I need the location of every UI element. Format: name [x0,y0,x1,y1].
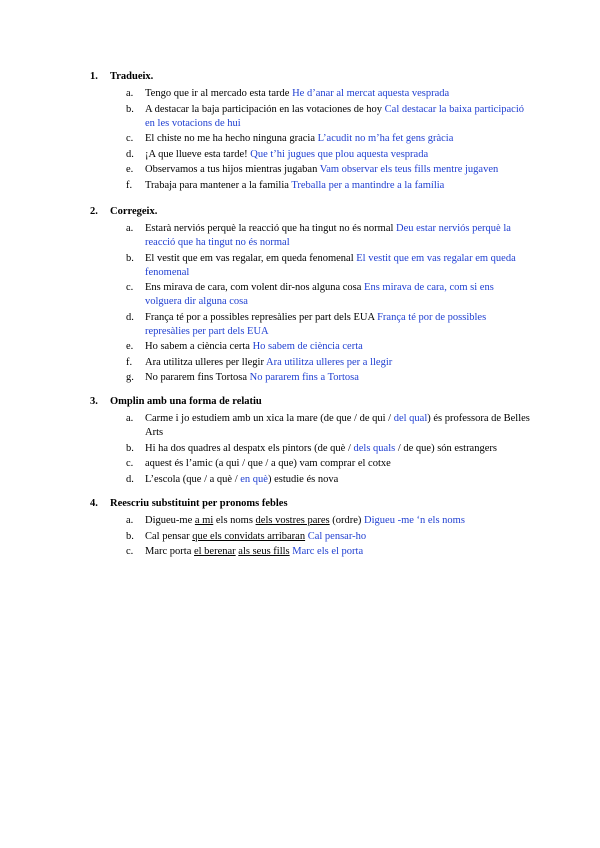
prompt-text: Estarà nerviós perquè la reacció que ha tingut no és normal [145,223,397,234]
prompt-text: ) estudie és nova [267,473,339,485]
list-item [90,163,530,177]
list-item [90,457,530,471]
prompt-text: Ho sabem a ciència certa [145,341,253,352]
item-letter: c. [126,458,134,469]
item-text [145,546,363,557]
section-title: Omplin amb una forma de relatiu [110,396,262,407]
item-letter: e. [126,164,134,175]
prompt-text: França té por a possibles represàlies per part dels EUA [145,311,378,323]
answer-text: Deu estar nerviós perquè la reacció que ha tingut no és normal [145,223,511,248]
item-letter: b. [126,252,134,264]
answer-text: Vam observar els teus fills mentre jugaven [319,164,499,175]
section-title: Tradueix. [110,71,154,82]
answer-text: Treballa per a mantindre a la família [291,179,445,191]
item-letter: b. [126,103,134,115]
prompt-text: / de que) són estrangers [395,442,497,454]
underlined-text: el berenar [193,546,236,557]
item-letter: c. [126,133,134,144]
section-number: 3. [90,396,98,407]
section-pronoms-febles [90,497,530,561]
prompt-text: Ara utilitza ulleres per llegir [145,356,266,368]
item-text [145,180,444,191]
list-item [90,545,530,559]
item-text [145,104,524,129]
prompt-text: A destacar la baja participación en las votaciones de hoy [145,103,385,115]
item-letter: d. [126,473,134,485]
item-text [145,282,494,307]
list-item [90,281,530,309]
section-number: 2. [90,206,98,217]
item-text [145,88,449,99]
item-letter: a. [126,88,134,99]
item-letter: d. [126,148,134,160]
prompt-text: ) és professora de Belles Arts [145,413,530,438]
item-text [145,133,453,144]
list-item [90,148,530,162]
item-text [145,531,366,542]
list-item [90,222,530,250]
item-letter: f. [126,356,133,368]
prompt-text: els noms [213,515,256,526]
list-item [90,412,530,440]
section-title: Corregeix. [110,206,158,217]
section-heading [90,395,530,409]
prompt-text: aquest és l’amic (a qui / que / a que) vam comprar el cotxe [145,458,391,469]
item-letter: a. [126,223,134,234]
item-letter: a. [126,515,134,526]
answer-text: Cal pensar-ho [307,530,367,542]
answer-text: L’acudit no m’ha fet gens gràcia [317,133,454,144]
prompt-text: El vestit que em vas regalar, em queda fenomenal [145,252,357,264]
item-text [145,443,497,454]
list-item [90,252,530,280]
answer-text: França té por de possibles represàlies per part dels EUA [145,311,487,337]
section-heading [90,205,530,219]
item-text [145,372,359,383]
item-letter: a. [126,413,134,424]
list-item [90,179,530,193]
list-item [90,514,530,528]
item-text [145,223,511,248]
list-item [90,103,530,131]
answer-text: dels quals [353,442,396,454]
underlined-text: a mi [194,515,214,526]
item-letter: b. [126,530,134,542]
item-text [145,515,465,526]
answer-text: Ens mirava de cara, com si ens volguera dir alguna cosa [145,282,494,307]
prompt-text: Marc porta [145,546,194,557]
prompt-text: Cal pensar [145,530,193,542]
list-item [90,87,530,101]
section-title: Reescriu substituint per pronoms febles [110,498,288,509]
prompt-text: L’escola (que / a què / [145,473,241,485]
prompt-text: ¡A que llueve esta tarde! [145,148,251,160]
section-relatiu [90,395,530,488]
list-item [90,442,530,456]
section-number: 1. [90,71,98,82]
answer-text: Ho sabem de ciència certa [252,341,363,352]
item-letter: d. [126,311,134,323]
answer-text: Digueu -me ‘n els noms [364,515,465,526]
answer-text: Marc els el porta [292,546,364,557]
list-item [90,132,530,146]
prompt-text: El chiste no me ha hecho ninguna gracia [145,133,318,144]
prompt-text: Trabaja para mantener a la familia [145,179,292,191]
prompt-text: Ens mirava de cara, com volent dir-nos alguna cosa [145,282,365,293]
list-item [90,473,530,487]
item-text [145,413,530,438]
answer-text: No pararem fins a Tortosa [249,372,359,383]
item-letter: c. [126,282,134,293]
answer-text: Que t’hi jugues que plou aquesta vesprada [250,148,429,160]
answer-text: El vestit que em vas regalar em queda fenomenal [145,252,516,278]
prompt-text: Carme i jo estudiem amb un xica la mare (de que / de qui / [145,413,394,424]
prompt-text: No pararem fins Tortosa [145,372,250,383]
list-item [90,356,530,370]
underlined-text: als seus fills [238,546,290,557]
prompt-text: (ordre) [329,515,365,526]
underlined-text: que els convidats arribaran [192,530,306,542]
answer-text: del qual [393,413,428,424]
item-letter: c. [126,546,134,557]
answer-text: Ara utilitza ulleres per a llegir [266,356,393,368]
item-letter: e. [126,341,134,352]
item-letter: g. [126,372,134,383]
list-item [90,371,530,385]
list-item [90,311,530,339]
item-text [145,341,363,352]
section-corregeix [90,205,530,387]
prompt-text: Hi ha dos quadres al despatx els pintors (de què / [145,442,354,454]
item-text [145,164,498,175]
answer-text: Cal destacar la baixa participació en les votacions de hui [145,103,525,129]
section-number: 4. [90,498,98,509]
section-heading [90,70,530,84]
underlined-text: dels vostres pares [255,515,330,526]
answer-text: en què [240,473,268,485]
item-letter: b. [126,442,134,454]
prompt-text: Tengo que ir al mercado esta tarde [145,88,293,99]
prompt-text: Digueu-me [145,515,195,526]
item-text [145,458,391,469]
section-tradueix [90,70,530,194]
item-text [145,357,392,368]
prompt-text: Observamos a tus hijos mientras jugaban [145,164,320,175]
item-text [145,253,516,278]
section-heading [90,497,530,511]
answer-text: He d’anar al mercat aquesta vesprada [292,88,450,99]
list-item [90,340,530,354]
list-item [90,530,530,544]
item-text [145,312,486,337]
item-letter: f. [126,179,133,191]
item-text [145,149,428,160]
item-text [145,474,338,485]
